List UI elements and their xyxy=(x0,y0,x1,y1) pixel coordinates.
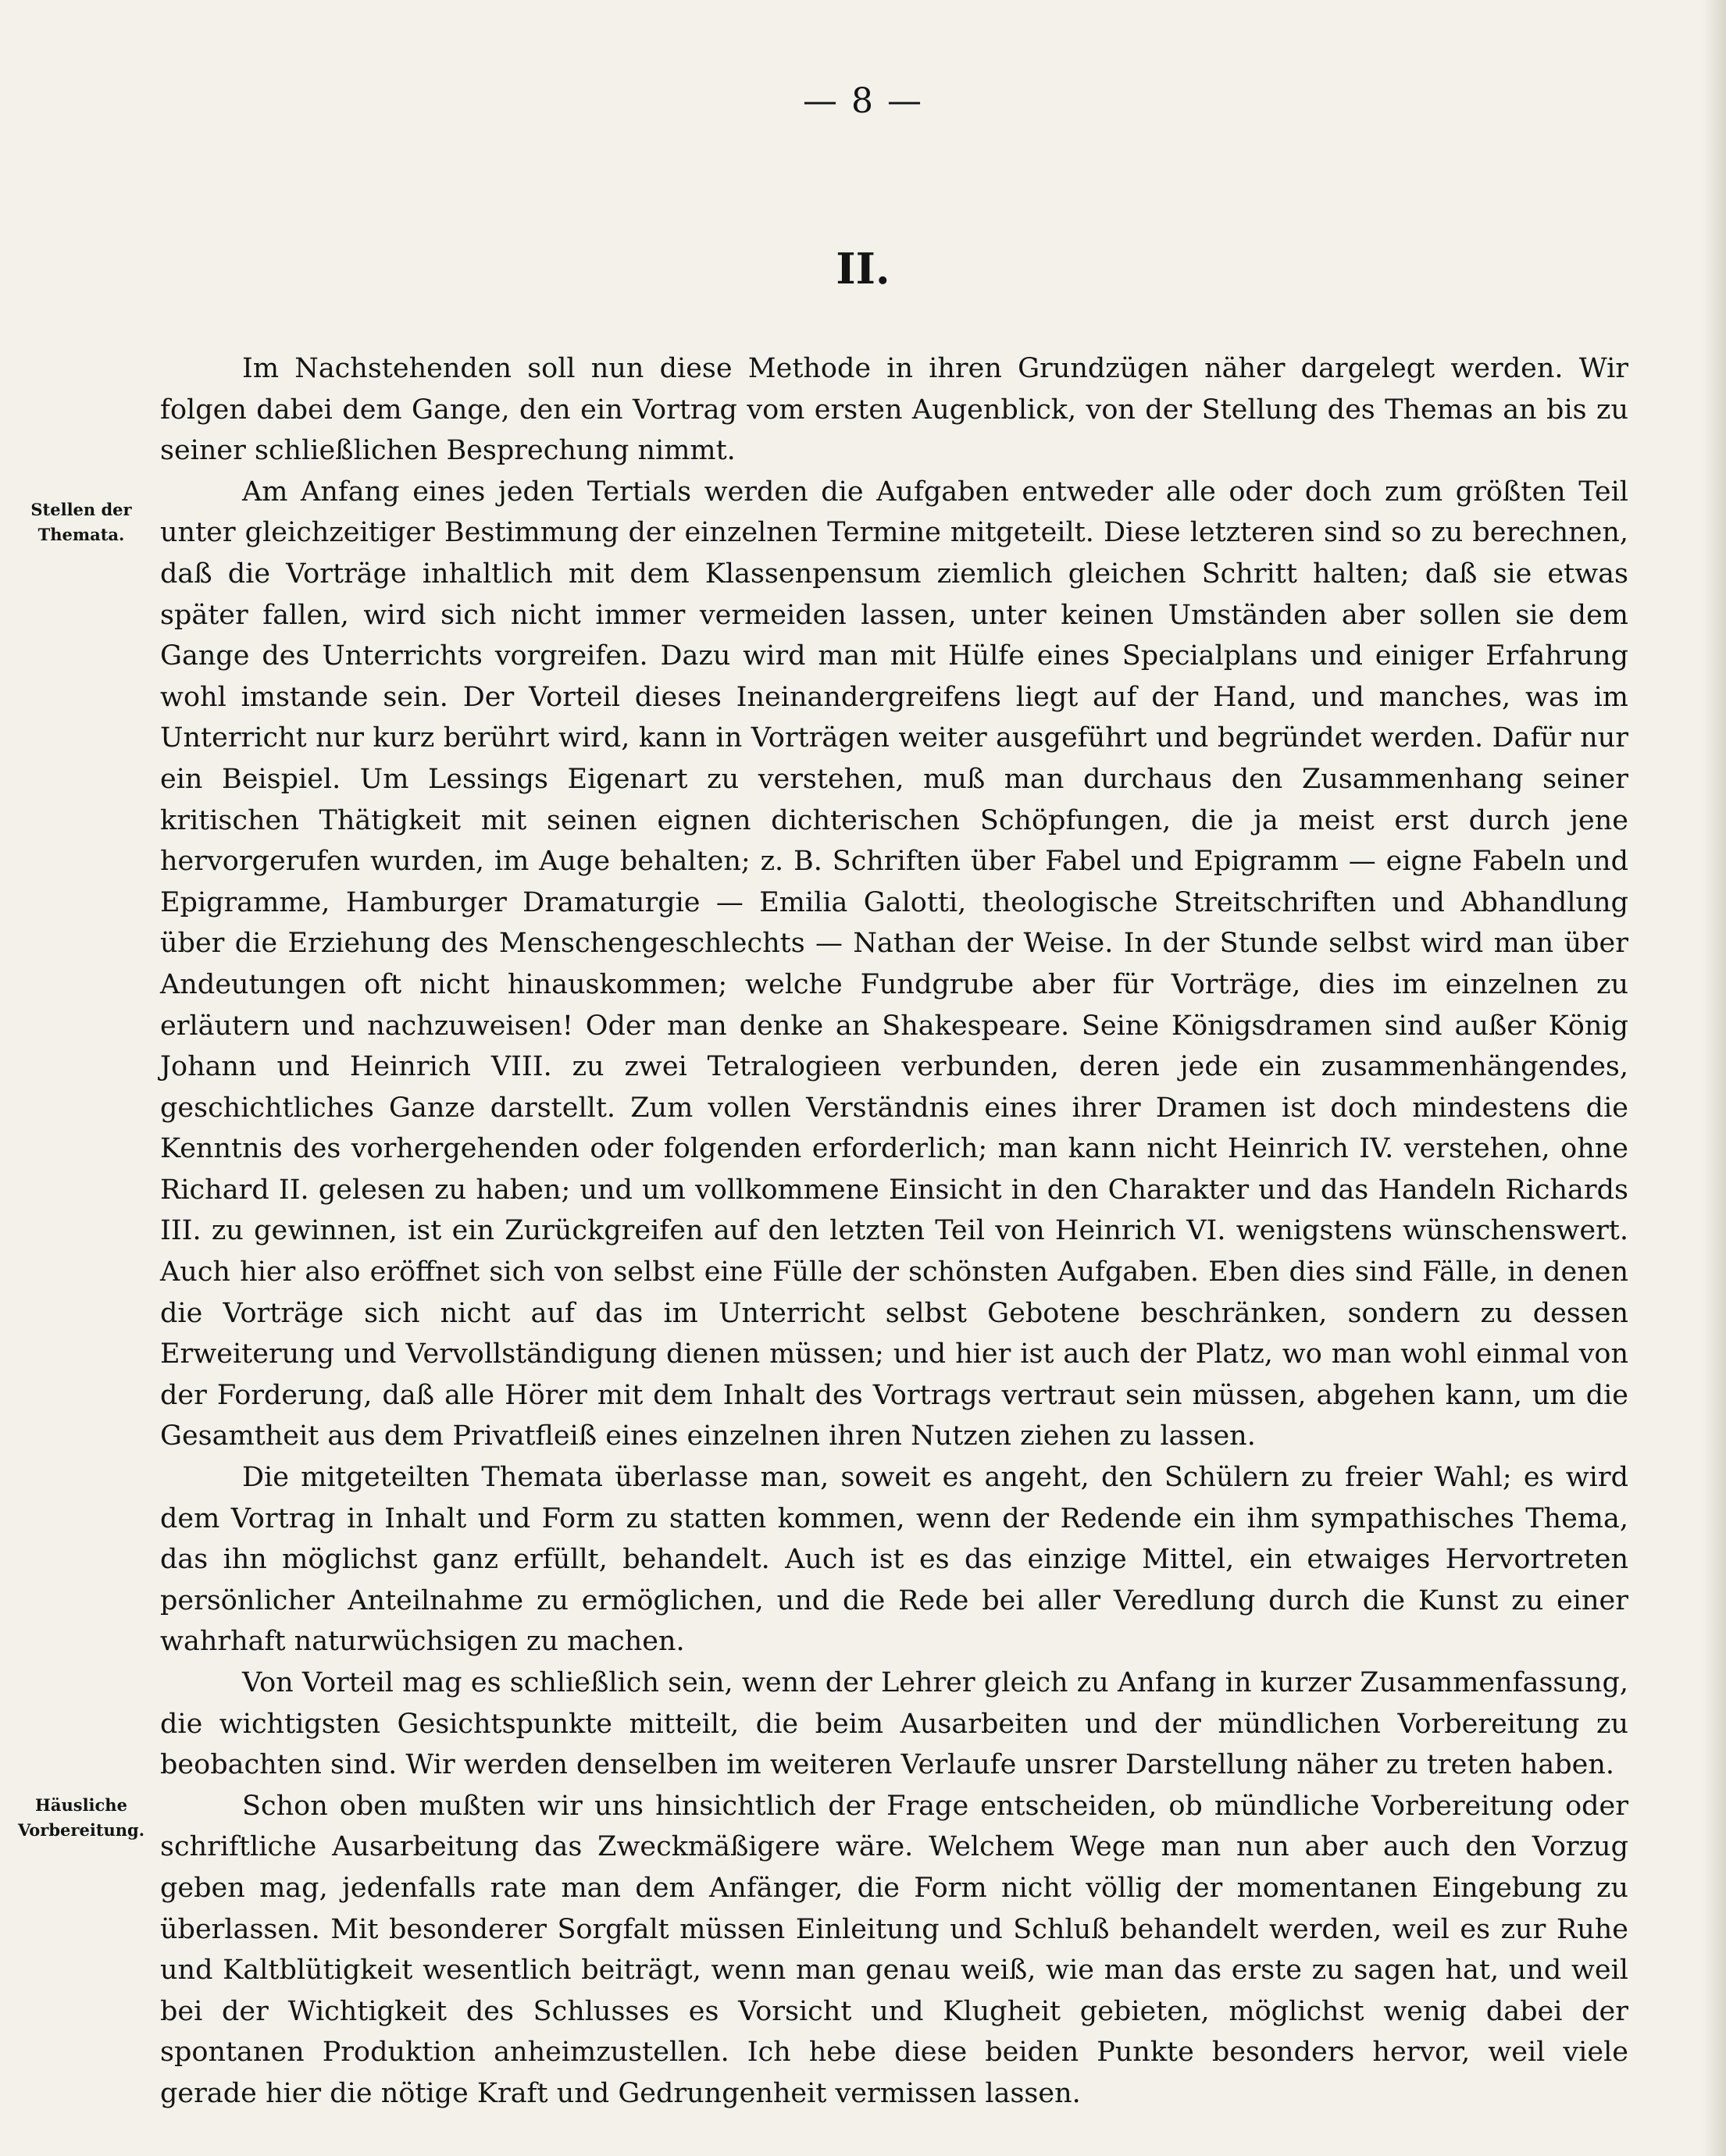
margin-note-line: Stellen der xyxy=(30,500,132,519)
section-heading: II. xyxy=(836,244,890,294)
paragraph-intro: Im Nachstehenden soll nun diese Methode in ihren Grundzügen näher dargelegt werden. Wir folgen dabei dem Gange, den ein Vortrag vom ersten Augenblick, von der Stellung des Themas an bis zu seiner schließlichen Besprechung nimmt. xyxy=(160,353,1628,467)
margin-note-line: Häusliche xyxy=(35,1795,127,1815)
body-text xyxy=(160,348,1628,2115)
paragraph-stellen-der-themata: Am Anfang eines jeden Tertials werden die Aufgaben entweder alle oder doch zum größten Teil unter gleichzeitiger Bestimmung der einzelnen Termine mitgeteilt. Diese letzteren sind so zu berechnen, daß die Vorträge inhaltlich mit dem Klassenpensum ziemlich gleichen Schritt halten; daß sie etwas später fallen, wird sich nicht immer vermeiden lassen, unter keinen Umständen aber sollen sie dem Gange des Unterrichts vorgreifen. Dazu wird man mit Hülfe eines Specialplans und einiger Erfahrung wohl imstande sein. Der Vorteil dieses Ineinandergreifens liegt auf der Hand, und manches, was im Unterricht nur kurz berührt wird, kann in Vorträgen weiter ausgeführt und begründet werden. Dafür nur ein Beispiel. Um Lessings Eigenart zu verstehen, muß man durchaus den Zusammenhang seiner kritischen Thätigkeit mit seinen eignen dichterischen Schöpfungen, die ja meist erst durch jene hervorgerufen wurden, im Auge behalten; z. B. Schriften über Fabel und Epigramm — eigne Fabeln und Epigramme, Hamburger Dramaturgie — Emilia Galotti, theologische Streitschriften und Abhandlung über die Erziehung des Menschengeschlechts — Nathan der Weise. In der Stunde selbst wird man über Andeutungen oft nicht hinauskommen; welche Fundgrube aber für Vorträge, dies im einzelnen zu erläutern und nachzuweisen! Oder man denke an Shakespeare. Seine Königsdramen sind außer König Johann und Heinrich VIII. zu zwei Tetralogieen verbunden, deren jede ein zusammenhängendes, geschichtliches Ganze darstellt. Zum vollen Verständnis eines ihrer Dramen ist doch mindestens die Kenntnis des vorhergehenden oder folgenden erforderlich; man kann nicht Heinrich IV. verstehen, ohne Richard II. gelesen zu haben; und um vollkommene Einsicht in den Charakter und das Handeln Richards III. zu gewinnen, ist ein Zurückgreifen auf den letzten Teil von Heinrich VI. wenigstens wünschenswert. Auch hier also eröffnet sich von selbst eine Fülle der schönsten Aufgaben. Eben dies sind Fälle, in denen die Vorträge sich nicht auf das im Unterricht selbst Gebotene beschränken, sondern zu dessen Erweiterung und Vervollständigung dienen müssen; und hier ist auch der Platz, wo man wohl einmal von der Forderung, daß alle Hörer mit dem Inhalt des Vortrags vertraut sein müssen, abgehen kann, um die Gesamtheit aus dem Privatfleiß eines einzelnen ihren Nutzen ziehen zu lassen. xyxy=(160,476,1628,1452)
margin-note-line: Themata. xyxy=(37,525,125,544)
page-edge-shadow xyxy=(1703,0,1726,2156)
page-number: — 8 — xyxy=(803,81,923,121)
margin-note-stellen-der-themata xyxy=(14,497,148,547)
paragraph-haeusliche-vorbereitung: Schon oben mußten wir uns hinsichtlich der Frage entscheiden, ob mündliche Vorbereitung oder schriftliche Ausarbeitung das Zweckmäßigere wäre. Welchem Wege man nun aber auch den Vorzug geben mag, jedenfalls rate man dem Anfänger, die Form nicht völlig der momentanen Eingebung zu überlassen. Mit besonderer Sorgfalt müssen Einleitung und Schluß behandelt werden, weil es zur Ruhe und Kaltblütigkeit wesentlich beiträgt, wenn man genau weiß, wie man das erste zu sagen hat, und weil bei der Wichtigkeit des Schlusses es Vorsicht und Klugheit gebieten, möglichst wenig dabei der spontanen Produktion anheimzustellen. Ich hebe diese beiden Punkte besonders hervor, weil viele gerade hier die nötige Kraft und Gedrungenheit vermissen lassen. xyxy=(160,1790,1628,2109)
paragraph-wahl-der-themata: Die mitgeteilten Themata überlasse man, soweit es angeht, den Schülern zu freier Wahl; es wird dem Vortrag in Inhalt und Form zu statten kommen, wenn der Redende ein ihm sympathisches Thema, das ihn möglichst ganz erfüllt, behandelt. Auch ist es das einzige Mittel, ein etwaiges Hervortreten persönlicher Anteilnahme zu ermöglichen, und die Rede bei aller Veredlung durch die Kunst zu einer wahrhaft naturwüchsigen zu machen. xyxy=(160,1462,1628,1658)
margin-note-haeusliche-vorbereitung xyxy=(14,1793,148,1843)
margin-note-line: Vorbereitung. xyxy=(17,1820,145,1840)
paragraph-gesichtspunkte: Von Vorteil mag es schließlich sein, wenn der Lehrer gleich zu Anfang in kurzer Zusammenfassung, die wichtigsten Gesichtspunkte mitteilt, die beim Ausarbeiten und der mündlichen Vorbereitung zu beobachten sind. Wir werden denselben im weiteren Verlaufe unsrer Darstellung näher zu treten haben. xyxy=(160,1667,1628,1781)
